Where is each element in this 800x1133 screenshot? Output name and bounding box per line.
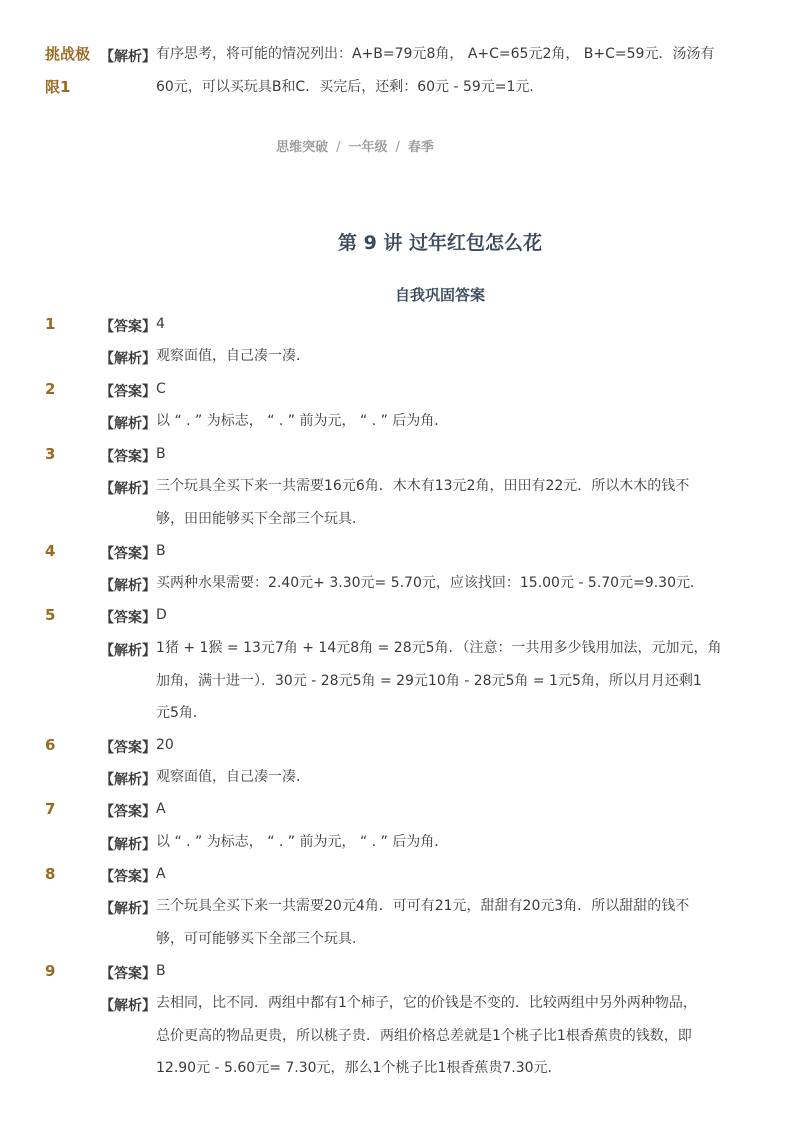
question-number: 9 — [45, 962, 56, 980]
breadcrumb-separator: / — [336, 140, 341, 155]
answer-value: D — [156, 607, 167, 623]
answer-value: B — [156, 543, 166, 559]
breadcrumb-item-course: 思维突破 — [276, 140, 329, 155]
answer-tag: 【答案】 — [100, 804, 156, 820]
answer-tag: 【答案】 — [100, 546, 156, 562]
analysis-line: 三个玩具全买下来一共需要16元6角．木木有13元2角，田田有22元．所以木木的钱不 — [156, 478, 690, 494]
analysis-tag: 【解析】 — [100, 49, 156, 65]
answer-value: B — [156, 963, 166, 979]
breadcrumb — [0, 136, 710, 155]
question-number: 3 — [45, 445, 56, 463]
analysis-line: 观察面值，自己凑一凑． — [156, 769, 310, 785]
challenge-analysis-text — [156, 38, 716, 103]
analysis-text — [156, 405, 716, 438]
analysis-text — [156, 890, 716, 955]
answer-value: A — [156, 866, 166, 882]
challenge-label — [45, 38, 100, 104]
analysis-line: 去相同，比不同．两组中都有1个柿子，它的价钱是不变的．比较两组中另外两种物品， — [156, 995, 697, 1011]
analysis-tag: 【解析】 — [100, 901, 156, 917]
answer-tag: 【答案】 — [100, 319, 156, 335]
analysis-text — [156, 567, 716, 600]
challenge-analysis-line-1: 有序思考，将可能的情况列出：A+B=79元8角， A+C=65元2角， B+C=59元．汤汤有 — [156, 46, 715, 62]
answer-value: 4 — [156, 316, 165, 332]
answer-tag: 【答案】 — [100, 610, 156, 626]
analysis-line: 够，可可能够买下全部三个玩具． — [156, 930, 366, 947]
analysis-tag: 【解析】 — [100, 578, 156, 594]
answer-tag: 【答案】 — [100, 740, 156, 756]
analysis-tag: 【解析】 — [100, 837, 156, 853]
question-number: 7 — [45, 800, 56, 818]
analysis-line: 以 “ . ” 为标志， “ . ” 前为元， “ . ” 后为角． — [156, 834, 449, 850]
answer-value: C — [156, 381, 166, 397]
analysis-line: 加角，满十进一）．30元 - 28元5角 = 29元10角 - 28元5角 = 1元5角，所以月月还剩1 — [156, 672, 702, 689]
lecture-title: 第 9 讲 过年红包怎么花 — [337, 232, 543, 254]
breadcrumb-item-grade: 一年级 — [348, 140, 388, 155]
question-number: 1 — [45, 315, 56, 333]
challenge-analysis-line-2: 60元，可以买玩具B和C．买完后，还剩：60元 - 59元=1元． — [156, 78, 544, 95]
analysis-line: 够，田田能够买下全部三个玩具． — [156, 510, 366, 527]
answer-value: B — [156, 446, 166, 462]
analysis-line: 元5角． — [156, 705, 207, 721]
analysis-text — [156, 470, 716, 535]
analysis-line: 三个玩具全买下来一共需要20元4角．可可有21元，甜甜有20元3角．所以甜甜的钱不 — [156, 898, 690, 914]
analysis-tag: 【解析】 — [100, 643, 156, 659]
breadcrumb-separator: / — [395, 140, 400, 155]
answer-tag: 【答案】 — [100, 384, 156, 400]
answer-value: A — [156, 801, 166, 817]
analysis-tag: 【解析】 — [100, 998, 156, 1014]
analysis-line: 观察面值，自己凑一凑． — [156, 348, 310, 364]
question-number: 2 — [45, 380, 56, 398]
analysis-tag: 【解析】 — [100, 416, 156, 432]
answer-value: 20 — [156, 737, 174, 753]
analysis-line: 12.90元 - 5.60元= 7.30元，那么1个桃子比1根香蕉贵7.30元． — [156, 1060, 562, 1076]
analysis-tag: 【解析】 — [100, 772, 156, 788]
analysis-text — [156, 826, 716, 859]
analysis-text — [156, 987, 716, 1085]
question-number: 4 — [45, 542, 56, 560]
analysis-tag: 【解析】 — [100, 481, 156, 497]
analysis-line: 以 “ . ” 为标志， “ . ” 前为元， “ . ” 后为角． — [156, 413, 449, 429]
analysis-line: 1猪 + 1猴 = 13元7角 + 14元8角 = 28元5角．（注意：一共用多少钱用加法，元加元，角 — [156, 640, 722, 656]
analysis-line: 买两种水果需要：2.40元+ 3.30元= 5.70元，应该找回：15.00元 - 5.70元=9.30元． — [156, 575, 704, 591]
challenge-label-line2: 限1 — [45, 78, 71, 96]
challenge-label-line1: 挑战极 — [45, 45, 91, 63]
question-number: 8 — [45, 865, 56, 883]
breadcrumb-item-term: 春季 — [407, 140, 434, 155]
analysis-text — [156, 340, 716, 373]
question-number: 6 — [45, 736, 56, 754]
analysis-text — [156, 632, 722, 730]
answer-tag: 【答案】 — [100, 449, 156, 465]
answer-tag: 【答案】 — [100, 869, 156, 885]
analysis-text — [156, 761, 716, 794]
question-number: 5 — [45, 606, 56, 624]
section-title: 自我巩固答案 — [394, 286, 485, 304]
answer-tag: 【答案】 — [100, 966, 156, 982]
analysis-line: 总价更高的物品更贵，所以桃子贵．两组价格总差就是1个桃子比1根香蕉贵的钱数，即 — [156, 1027, 692, 1044]
analysis-tag: 【解析】 — [100, 351, 156, 367]
